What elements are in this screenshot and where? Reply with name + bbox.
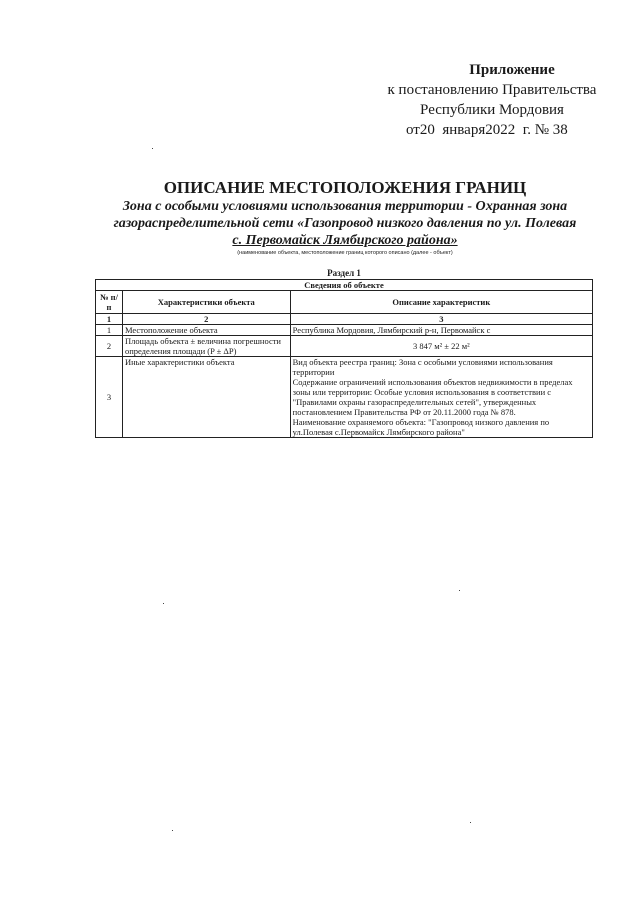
scan-speck — [470, 822, 471, 823]
section-label: Раздел 1 — [327, 268, 361, 278]
row-num: 3 — [96, 357, 123, 438]
description-line: Наименование охраняемого объекта: "Газопровод низкого давления по ул.Полевая с.Первомайск Лямбирского района" — [292, 417, 550, 437]
description-line: Содержание ограничений использования объектов недвижимости в пределах зоны или территории: Особые условия использования в соответствии с "Правилами охраны газораспределительных сетей", утвержденных постановлением Правительства РФ от 20.11.2000 года № 878. — [292, 377, 573, 417]
table-caption-row — [96, 280, 593, 291]
appendix-title: Приложение — [469, 62, 555, 78]
scan-speck — [459, 590, 460, 591]
subtitle-line-2: газораспределительной сети «Газопровод низкого давления по ул. Полевая — [113, 216, 577, 231]
description-line: Вид объекта реестра границ: Зона с особыми условиями использования территории — [292, 357, 553, 377]
scan-speck — [172, 830, 173, 831]
subtitle-line-1: Зона с особыми условиями использования территории - Охранная зона — [122, 199, 568, 214]
row-characteristic: Площадь объекта ± величина погрешности определения площади (P ± ΔP) — [122, 336, 290, 357]
row-num: 1 — [96, 325, 123, 336]
table-row — [96, 336, 593, 357]
index-cell-3: 3 — [290, 314, 592, 325]
resolution-line: к постановлению Правительства — [387, 82, 597, 98]
subtitle-line-3 — [95, 232, 595, 249]
scan-speck — [152, 148, 153, 149]
title-footnote: (наименование объекта, местоположение границ которого описано (далее - объект) — [237, 250, 453, 256]
appendix-header — [372, 60, 612, 140]
row-characteristic: Местоположение объекта — [122, 325, 290, 336]
date-line — [372, 120, 612, 140]
document-title: ОПИСАНИЕ МЕСТОПОЛОЖЕНИЯ ГРАНИЦ — [163, 178, 527, 197]
index-cell-1: 1 — [96, 314, 123, 325]
number-sign: № — [534, 122, 550, 138]
index-cell-2: 2 — [122, 314, 290, 325]
row-description — [290, 357, 592, 438]
scan-speck — [163, 603, 164, 604]
row-characteristic: Иные характеристики объекта — [122, 357, 290, 438]
table-caption: Сведения об объекте — [96, 280, 593, 291]
row-description: 3 847 м² ± 22 м² — [290, 336, 592, 357]
object-info-table — [95, 279, 593, 438]
document-title-block — [95, 178, 595, 257]
date-prefix: от — [406, 122, 420, 138]
republic-line: Республики Мордовия — [420, 102, 564, 118]
col-header-num: № п/п — [96, 291, 123, 314]
date-year-suffix: г. — [522, 122, 531, 138]
table-row — [96, 325, 593, 336]
date-month-year: января2022 — [442, 122, 516, 138]
subtitle-line-3-text: с. Первомайск Лямбирского района» — [232, 233, 458, 248]
table-index-row — [96, 314, 593, 325]
col-header-characteristic: Характеристики объекта — [122, 291, 290, 314]
row-num: 2 — [96, 336, 123, 357]
col-header-description: Описание характеристик — [290, 291, 592, 314]
resolution-number: 38 — [552, 122, 568, 138]
row-description: Республика Мордовия, Лямбирский р-н, Первомайск с — [290, 325, 592, 336]
date-day: 20 — [419, 122, 435, 138]
table-row — [96, 357, 593, 438]
table-header-row — [96, 291, 593, 314]
